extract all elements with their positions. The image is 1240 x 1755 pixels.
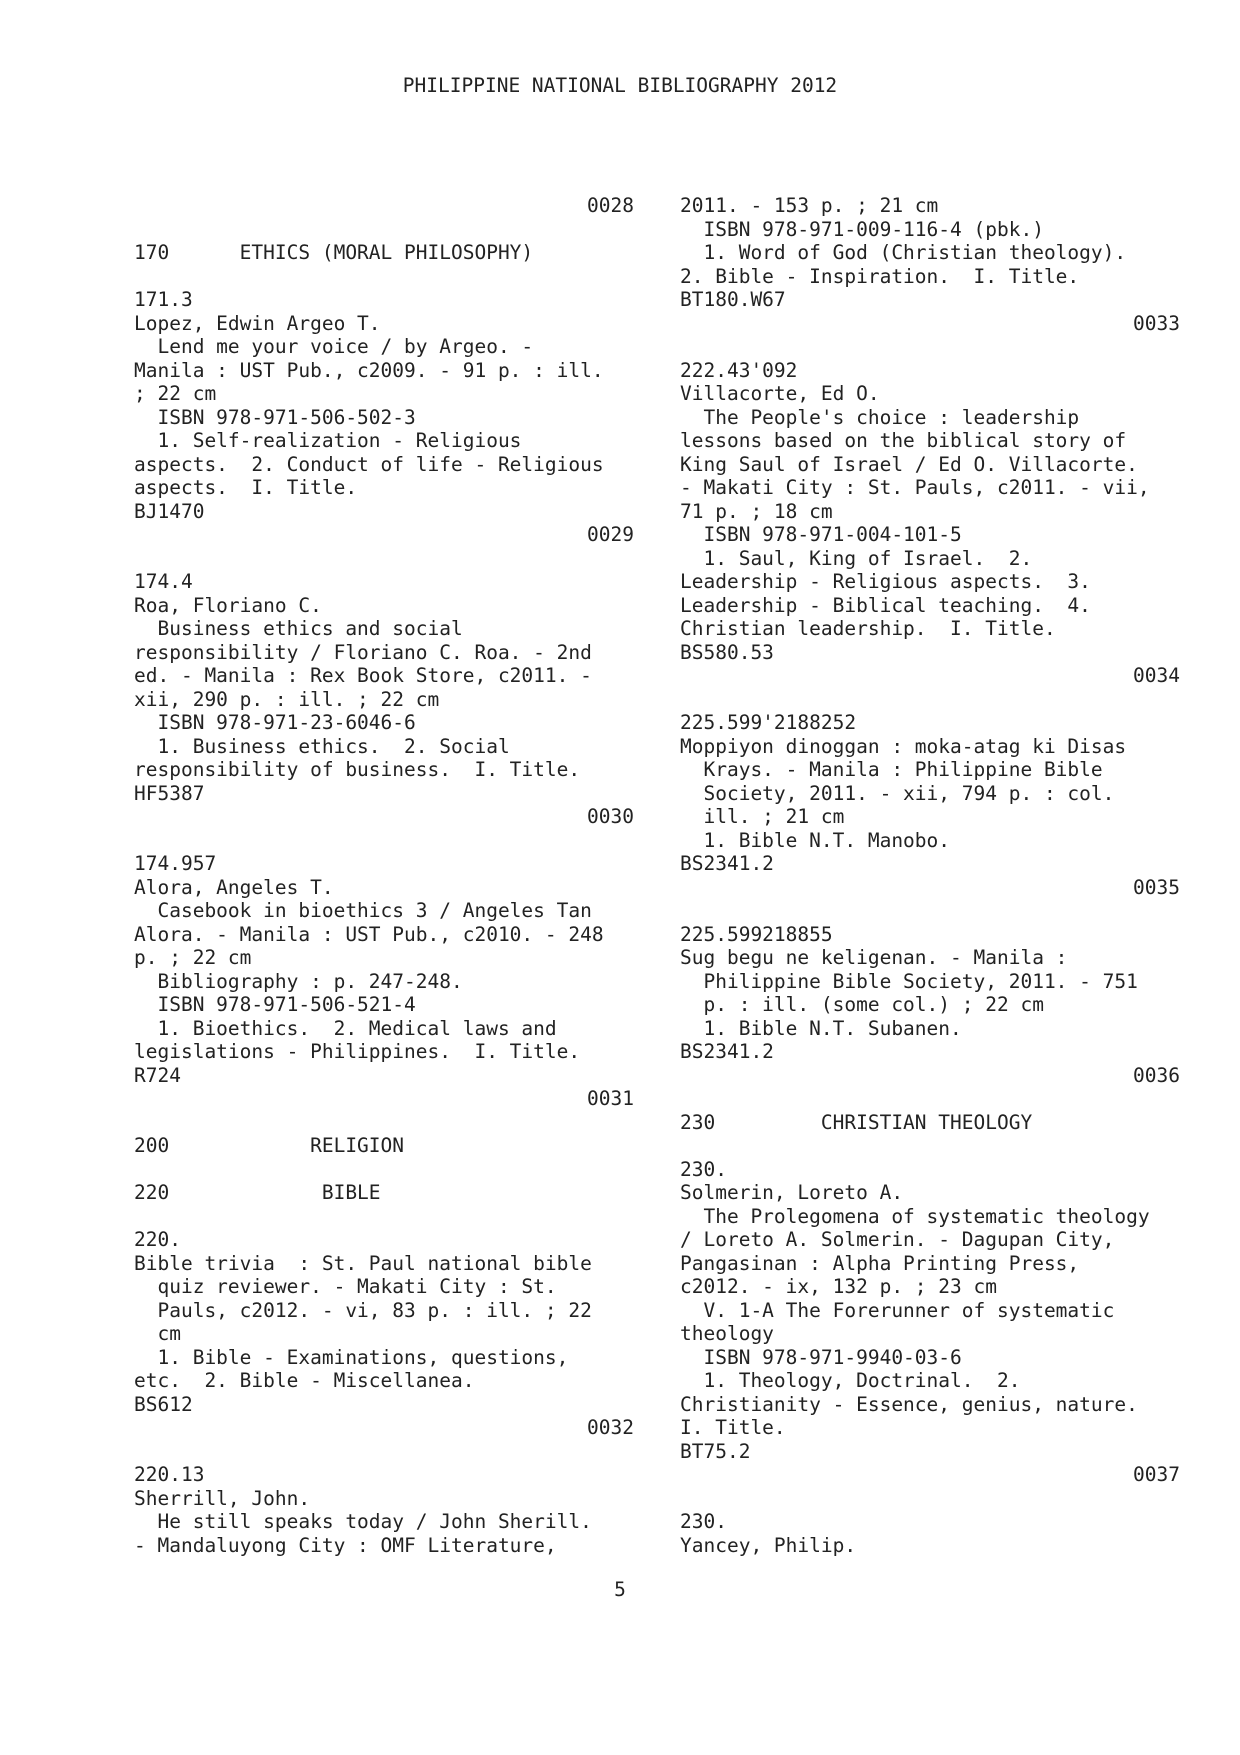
blank-line (680, 335, 1180, 359)
text-line: Alora, Angeles T. (134, 875, 334, 899)
text-line: 2011. - 153 p. ; 21 cm (680, 194, 939, 217)
text-line: BJ1470 (134, 499, 205, 523)
text-line: Business ethics and social (134, 617, 463, 640)
text-line: aspects. 2. Conduct of life - Religious (134, 452, 604, 476)
text-line: 1. Bible N.T. Manobo. (680, 828, 951, 852)
text-line: BS2341.2 (680, 852, 774, 875)
text-line: Christianity - Essence, genius, nature. (680, 1392, 1138, 1416)
text-line: 1. Self-realization - Religious (134, 429, 522, 452)
text-line: Moppiyon dinoggan : moka-atag ki Disas (680, 734, 1127, 758)
text-line: Bibliography : p. 247-248. (134, 969, 463, 993)
entry-number: 0035 (1133, 875, 1180, 899)
text-line: Roa, Floriano C. (134, 593, 322, 617)
entry-number: 0032 (587, 1416, 634, 1439)
page-number: 5 (614, 1578, 626, 1601)
text-line: Sug begu ne keligenan. - Manila : (680, 946, 1068, 969)
blank-line (680, 1487, 1180, 1511)
text-line: legislations - Philippines. I. Title. (134, 1040, 581, 1063)
text-line: Manila : UST Pub., c2009. - 91 p. : ill. (134, 358, 604, 382)
text-line: theology (680, 1322, 774, 1345)
text-line: BS2341.2 (680, 1040, 774, 1063)
entry-number: 0034 (1133, 664, 1180, 687)
text-line: BT75.2 (680, 1439, 751, 1463)
right-column (680, 194, 1180, 1557)
text-line: Leadership - Biblical teaching. 4. (680, 593, 1091, 617)
text-line: King Saul of Israel / Ed O. Villacorte. (680, 452, 1138, 476)
text-line: 230. (680, 1510, 727, 1533)
text-line: Leadership - Religious aspects. 3. (680, 570, 1091, 593)
text-line: ISBN 978-971-004-101-5 (680, 523, 962, 546)
text-line: Sherrill, John. (134, 1486, 311, 1510)
text-line: The People's choice : leadership (680, 405, 1080, 429)
text-line: 174.957 (134, 852, 217, 875)
text-line: c2012. - ix, 132 p. ; 23 cm (680, 1275, 997, 1298)
text-line: 171.3 (134, 288, 193, 311)
blank-line (134, 1205, 634, 1229)
blank-line (134, 1440, 634, 1464)
text-line: 225.599218855 (680, 922, 833, 946)
text-line: p. ; 22 cm (134, 946, 252, 969)
text-line: 71 p. ; 18 cm (680, 499, 833, 523)
text-line: ill. ; 21 cm (680, 805, 845, 828)
text-line: Lopez, Edwin Argeo T. (134, 311, 381, 335)
text-line: Bible trivia : St. Paul national bible (134, 1251, 592, 1275)
text-line: 230 CHRISTIAN THEOLOGY (680, 1110, 1033, 1134)
blank-line (134, 829, 634, 853)
blank-line (134, 218, 634, 242)
text-line: Casebook in bioethics 3 / Angeles Tan (134, 899, 592, 922)
text-line: Philippine Bible Society, 2011. - 751 (680, 969, 1138, 993)
text-line: responsibility of business. I. Title. (134, 758, 581, 781)
text-line: lessons based on the biblical story of (680, 429, 1127, 452)
text-line: Society, 2011. - xii, 794 p. : col. (680, 781, 1115, 805)
text-line: ed. - Manila : Rex Book Store, c2011. - (134, 664, 592, 687)
text-line: 174.4 (134, 570, 193, 593)
text-line: I. Title. (680, 1416, 786, 1439)
blank-line (680, 1087, 1180, 1111)
text-line: 1. Bible - Examinations, questions, (134, 1345, 569, 1369)
text-line: 1. Bioethics. 2. Medical laws and (134, 1016, 557, 1040)
text-line: Pangasinan : Alpha Printing Press, (680, 1251, 1080, 1275)
text-line: BS612 (134, 1392, 193, 1416)
text-line: 200 RELIGION (134, 1134, 405, 1157)
text-line: / Loreto A. Solmerin. - Dagupan City, (680, 1228, 1115, 1251)
text-line: 225.599'2188252 (680, 711, 857, 734)
text-line: Krays. - Manila : Philippine Bible (680, 758, 1103, 781)
text-line: V. 1-A The Forerunner of systematic (680, 1298, 1115, 1322)
text-line: 1. Theology, Doctrinal. 2. (680, 1369, 1021, 1392)
text-line: quiz reviewer. - Makati City : St. (134, 1275, 557, 1298)
text-line: ISBN 978-971-009-116-4 (pbk.) (680, 217, 1044, 241)
blank-line (680, 688, 1180, 712)
text-line: The Prolegomena of systematic theology (680, 1204, 1150, 1228)
running-header: PHILIPPINE NATIONAL BIBLIOGRAPHY 2012 (402, 74, 838, 97)
text-line: 230. (680, 1157, 727, 1181)
text-line: 1. Business ethics. 2. Social (134, 734, 510, 758)
blank-line (680, 1134, 1180, 1158)
text-line: aspects. I. Title. (134, 476, 358, 499)
entry-number: 0030 (587, 805, 634, 828)
blank-line (680, 899, 1180, 923)
entry-number: 0031 (587, 1087, 634, 1110)
text-line: HF5387 (134, 781, 205, 805)
entry-number: 0036 (1133, 1063, 1180, 1087)
text-line: xii, 290 p. : ill. ; 22 cm (134, 687, 440, 711)
text-line: 222.43'092 (680, 358, 798, 382)
entry-number: 0037 (1133, 1463, 1180, 1486)
text-line: p. : ill. (some col.) ; 22 cm (680, 993, 1044, 1016)
text-line: Lend me your voice / by Argeo. - (134, 335, 534, 358)
text-line: responsibility / Floriano C. Roa. - 2nd (134, 640, 592, 664)
left-column (134, 194, 634, 1557)
text-line: 1. Bible N.T. Subanen. (680, 1016, 962, 1040)
entry-number: 0029 (587, 523, 634, 546)
text-line: BT180.W67 (680, 288, 786, 311)
text-line: 2. Bible - Inspiration. I. Title. (680, 264, 1080, 288)
text-line: 170 ETHICS (MORAL PHILOSOPHY) (134, 241, 534, 264)
text-line: etc. 2. Bible - Miscellanea. (134, 1369, 475, 1392)
text-line: - Mandaluyong City : OMF Literature, (134, 1533, 557, 1557)
text-line: Solmerin, Loreto A. (680, 1181, 904, 1204)
text-line: 1. Word of God (Christian theology). (680, 241, 1127, 264)
entry-number: 0028 (587, 194, 634, 217)
text-line: ISBN 978-971-9940-03-6 (680, 1345, 962, 1369)
text-line: R724 (134, 1063, 181, 1087)
blank-line (134, 265, 634, 289)
text-line: Pauls, c2012. - vi, 83 p. : ill. ; 22 (134, 1298, 592, 1322)
text-line: 1. Saul, King of Israel. 2. (680, 546, 1033, 570)
blank-line (134, 547, 634, 571)
text-line: ; 22 cm (134, 382, 217, 405)
blank-line (134, 1111, 634, 1135)
text-line: 220. (134, 1228, 181, 1251)
text-line: - Makati City : St. Pauls, c2011. - vii, (680, 476, 1150, 499)
text-line: ISBN 978-971-23-6046-6 (134, 711, 416, 734)
text-line: Alora. - Manila : UST Pub., c2010. - 248 (134, 922, 604, 946)
text-line: Christian leadership. I. Title. (680, 617, 1056, 640)
text-line: BS580.53 (680, 640, 774, 664)
text-line: Villacorte, Ed O. (680, 382, 880, 405)
blank-line (134, 1158, 634, 1182)
text-line: He still speaks today / John Sherill. (134, 1510, 592, 1533)
text-line: 220 BIBLE (134, 1181, 381, 1204)
text-line: 220.13 (134, 1463, 205, 1486)
text-line: ISBN 978-971-506-502-3 (134, 405, 416, 429)
text-line: ISBN 978-971-506-521-4 (134, 993, 416, 1016)
text-line: cm (134, 1322, 181, 1345)
text-line: Yancey, Philip. (680, 1533, 857, 1557)
entry-number: 0033 (1133, 311, 1180, 335)
